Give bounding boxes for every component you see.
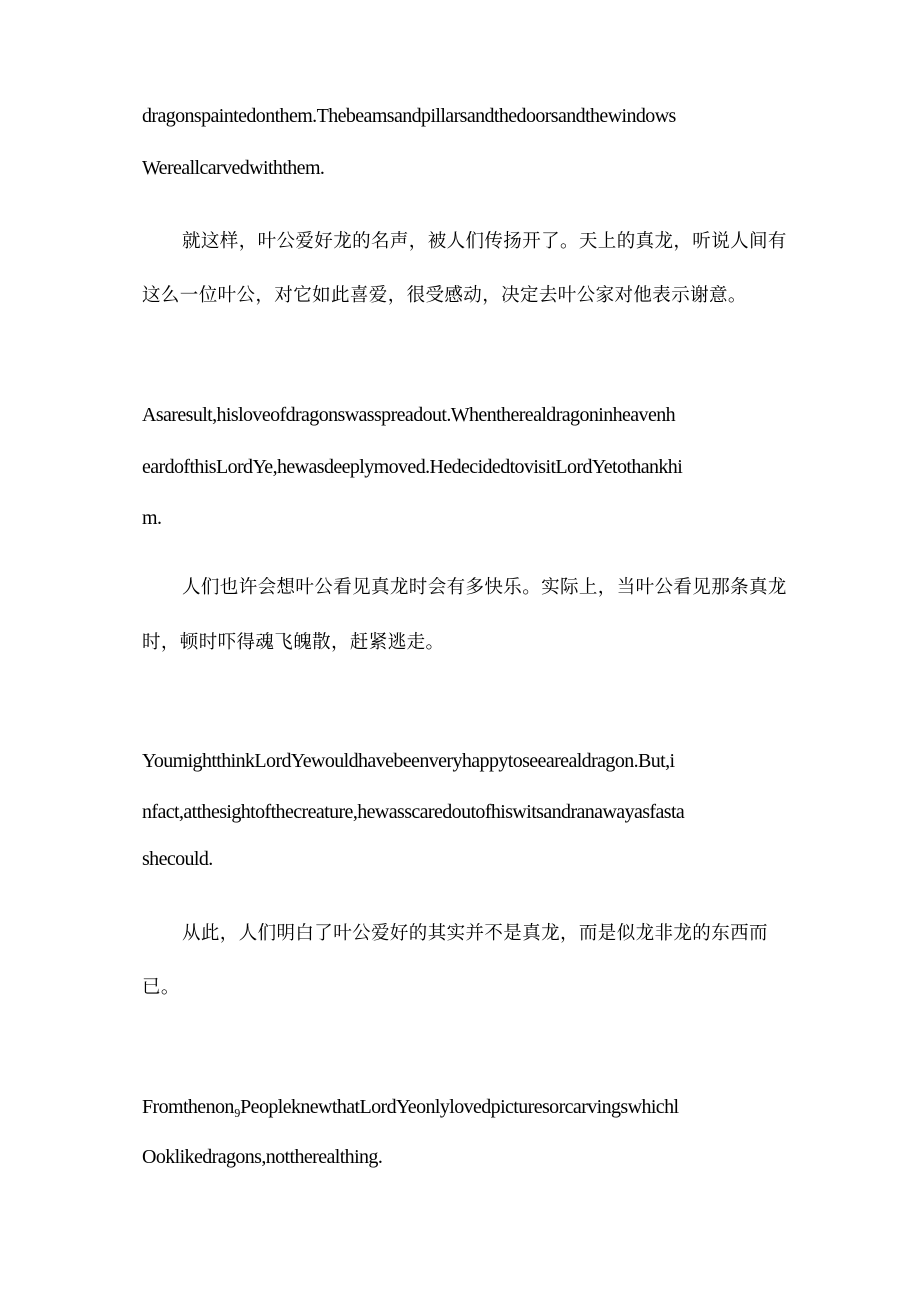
p7-line-2: Ooklikedragons,nottherealthing. [142,1146,383,1168]
p6-line-2: 已。 [142,978,180,998]
p5-line-2: nfact,atthesightofthecreature,hewasscaredoutofhiswitsandranawayasfasta [142,801,685,823]
p2-line-1: 就这样，叶公爱好龙的名声，被人们传扬开了。天上的真龙，听说人间有 [182,232,787,252]
p2-line-2: 这么一位叶公，对它如此喜爱，很受感动，决定去叶公家对他表示谢意。 [142,286,747,306]
p4-line-1: 人们也许会想叶公看见真龙时会有多快乐。实际上，当叶公看见那条真龙 [182,578,787,598]
p5-line-3: shecould. [142,848,213,870]
p7-line-1: Fromthenon₉PeopleknewthatLordYeonlylovedpicturesorcarvingswhichl [142,1096,679,1118]
p6-line-1: 从此，人们明白了叶公爱好的其实并不是真龙，而是似龙非龙的东西而 [182,924,768,944]
p1-line-2: Wereallcarvedwiththem. [142,157,325,179]
p4-line-2: 时，顿时吓得魂飞魄散，赶紧逃走。 [142,633,445,653]
p1-line-1: dragonspaintedonthem.Thebeamsandpillarsandthedoorsandthewindows [142,105,676,127]
p5-line-1: YoumightthinkLordYewouldhavebeenveryhappytoseearealdragon.But,i [142,750,675,772]
p3-line-2: eardofthisLordYe,hewasdeeplymoved.HedecidedtovisitLordYetothankhi [142,456,683,478]
p3-line-1: Asaresult,hisloveofdragonswasspreadout.Whentherealdragoninheavenh [142,404,676,426]
p3-line-3: m. [142,507,162,529]
